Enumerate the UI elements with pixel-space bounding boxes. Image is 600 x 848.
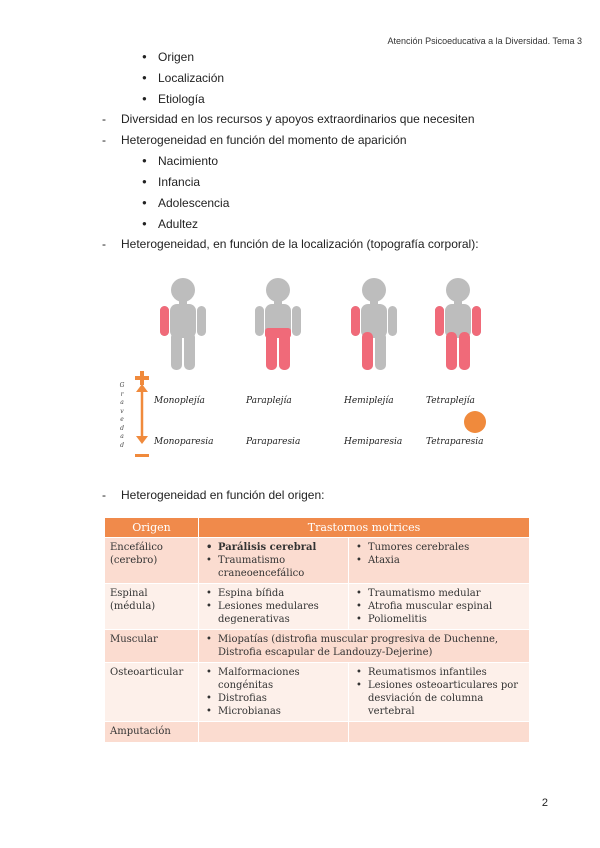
child-figure-monoplejia — [160, 278, 206, 370]
list-item: • Microbianas — [204, 705, 343, 718]
disorder-cell — [349, 538, 530, 584]
dash-text: Heterogeneidad en función del momento de aparición — [121, 133, 407, 147]
list-item: ● Origen — [142, 49, 224, 70]
list-item: • Atrofia muscular espinal — [354, 600, 524, 613]
table-row — [105, 538, 530, 584]
plus-icon — [135, 371, 149, 385]
origin-line: Espinal — [110, 588, 148, 599]
list-item: • Malformaciones congénitas — [204, 666, 343, 692]
label-monoparesia: Monoparesia — [154, 437, 214, 447]
list-item: • Lesiones medulares degenerativas — [204, 600, 343, 626]
list-item: ● Adolescencia — [142, 195, 229, 216]
list-item: • Traumatismo craneoencefálico — [204, 554, 343, 580]
origin-line: (cerebro) — [110, 555, 158, 566]
label-hemiparesia: Hemiparesia — [344, 437, 403, 447]
list-item: ● Adultez — [142, 216, 229, 237]
origin-table — [104, 517, 530, 743]
origin-line: Muscular — [110, 634, 158, 645]
disorder-cell — [199, 630, 530, 663]
severity-arrow-icon — [136, 384, 148, 444]
table-row — [105, 630, 530, 663]
column-header-origen: Origen — [105, 518, 199, 538]
list-item: • Ataxia — [354, 554, 524, 567]
list-item: ● Nacimiento — [142, 153, 229, 174]
severity-vertical-label — [118, 382, 126, 450]
disorder-cell — [349, 663, 530, 722]
origin-bullet-list — [142, 49, 224, 112]
table-row — [105, 722, 530, 743]
list-item: • Distrofias — [204, 692, 343, 705]
label-hemiplejia: Hemiplejía — [344, 396, 394, 406]
list-item: • Poliomelitis — [354, 613, 524, 626]
page-number: 2 — [541, 797, 548, 809]
list-item: • Traumatismo medular — [354, 587, 524, 600]
letter: r — [120, 390, 124, 398]
origin-line: Amputación — [110, 726, 171, 737]
letter: G — [119, 382, 125, 389]
origin-line: Encefálico — [110, 542, 163, 553]
table-header-row — [105, 518, 530, 538]
origin-cell — [105, 538, 199, 584]
dash-text: Heterogeneidad, en función de la localización (topografía corporal): — [121, 237, 479, 251]
list-item: • Espina bífida — [204, 587, 343, 600]
orange-dot-icon — [464, 411, 486, 433]
topography-figure — [108, 270, 498, 460]
disorder-cell — [199, 584, 349, 630]
column-header-trastornos: Trastornos motrices — [199, 518, 530, 538]
table-row — [105, 584, 530, 630]
label-paraplejia: Paraplejía — [246, 396, 292, 406]
child-figure-hemiplejia — [351, 278, 397, 370]
label-tetraplejia: Tetraplejía — [426, 396, 475, 406]
disorder-cell — [199, 538, 349, 584]
dash-item-origen: - Heterogeneidad en función del origen: — [102, 488, 325, 502]
dash-text: Heterogeneidad en función del origen: — [121, 488, 325, 502]
disorder-cell — [199, 663, 349, 722]
momento-bullet-list — [142, 153, 229, 237]
table-row — [105, 663, 530, 722]
dash-item-localizacion: - Heterogeneidad, en función de la localización (topografía corporal): — [102, 237, 479, 251]
origin-cell — [105, 584, 199, 630]
origin-line: Osteoarticular — [110, 667, 184, 678]
origin-cell — [105, 663, 199, 722]
list-item: • Tumores cerebrales — [354, 541, 524, 554]
child-figure-paraplejia — [255, 278, 301, 370]
letter: d — [120, 424, 124, 432]
list-item: ● Infancia — [142, 174, 229, 195]
disorder-cell — [199, 722, 349, 743]
child-figure-tetraplejia — [435, 278, 481, 370]
list-item: • Parálisis cerebral — [204, 541, 343, 554]
letter: d — [120, 441, 124, 449]
dash-item-momento: - Heterogeneidad en función del momento de aparición — [102, 133, 407, 147]
letter: e — [120, 416, 124, 423]
label-tetraparesia: Tetraparesia — [426, 437, 484, 447]
dash-text: Diversidad en los recursos y apoyos extraordinarios que necesiten — [121, 112, 475, 126]
disorder-cell — [349, 584, 530, 630]
dash-item-recursos: - Diversidad en los recursos y apoyos extraordinarios que necesiten — [102, 112, 475, 126]
origin-cell — [105, 722, 199, 743]
letter: v — [120, 407, 124, 415]
label-monoplejia: Monoplejía — [154, 396, 205, 406]
list-item: • Lesiones osteoarticulares por desviación de columna vertebral — [354, 679, 524, 718]
page-header: Atención Psicoeducativa a la Diversidad. Tema 3 — [387, 36, 582, 46]
origin-line: (médula) — [110, 601, 156, 612]
letter: a — [120, 433, 124, 440]
disorder-cell — [349, 722, 530, 743]
minus-icon — [135, 454, 149, 457]
label-paraparesia: Paraparesia — [246, 437, 301, 447]
letter: a — [120, 399, 124, 406]
list-item: ● Localización — [142, 70, 224, 91]
list-item: • Miopatías (distrofia muscular progresiva de Duchenne, Distrofia escapular de Landouzy-Dejerine) — [204, 633, 524, 659]
origin-cell — [105, 630, 199, 663]
list-item: ● Etiología — [142, 91, 224, 112]
list-item: • Reumatismos infantiles — [354, 666, 524, 679]
